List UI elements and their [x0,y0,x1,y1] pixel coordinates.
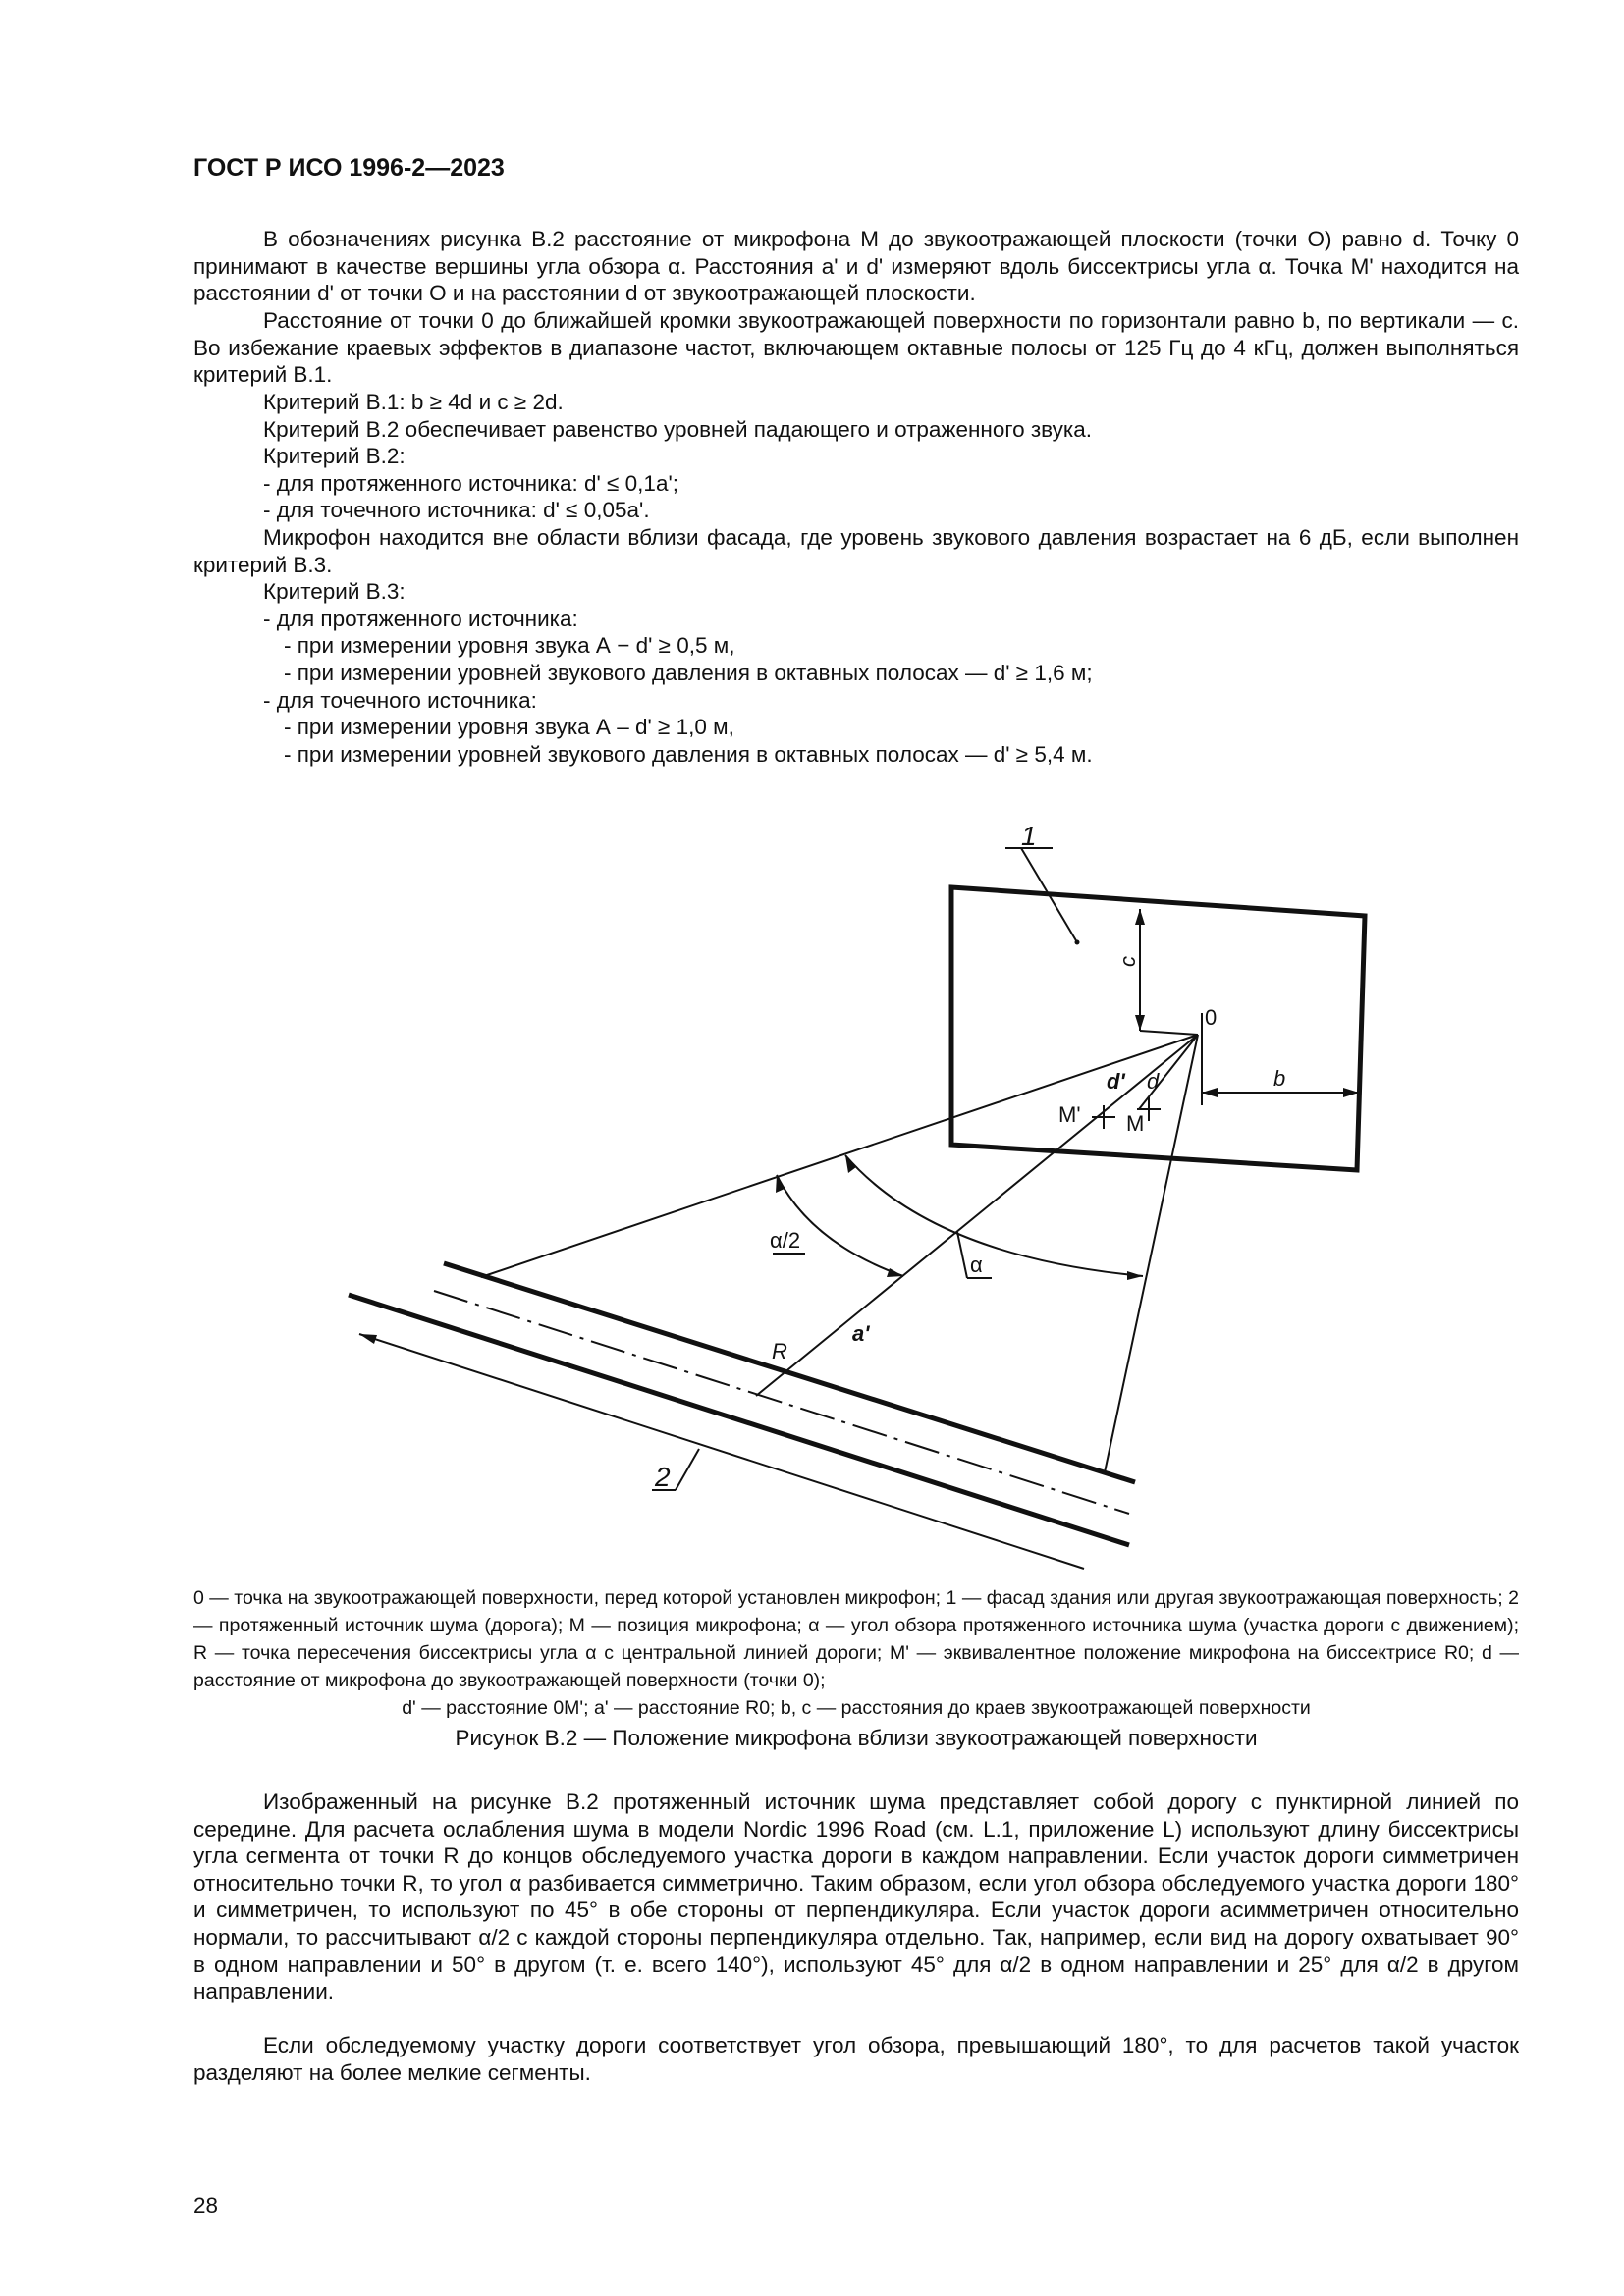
arc-half-alpha-arrow-start [776,1175,785,1193]
label-c: c [1115,956,1140,967]
callout-1-dot [1075,940,1080,945]
criterion-b1: Критерий В.1: b ≥ 4d и c ≥ 2d. [263,390,564,414]
dimension-b-arrow-left [1202,1088,1218,1097]
arc-half-alpha [777,1175,903,1276]
road-centerline [434,1291,1129,1514]
legend-last-line: d' — расстояние 0М'; a' — расстояние R0; b, c — расстояния до краев звукоотражающей поверхности [402,1697,1311,1719]
criterion-b3-extended-octave: - при измерении уровней звукового давления в октавных полосах — d' ≥ 1,6 м; [284,661,1093,685]
road-edge-top [444,1263,1135,1482]
label-r: R [772,1339,787,1363]
label-2: 2 [655,1462,671,1492]
label-alpha: α [970,1253,983,1277]
road-direction-arrow [359,1334,377,1344]
callout-alpha-leader [957,1232,967,1278]
criterion-b3-extended: - для протяженного источника: [263,607,578,631]
criterion-b2-extended: - для протяженного источника: d' ≤ 0,1a'; [263,471,679,496]
ray-left [481,1035,1198,1277]
criterion-b3-point: - для точечного источника: [263,688,537,713]
figure-caption: Рисунок В.2 — Положение микрофона вблизи звукоотражающей поверхности [455,1726,1258,1750]
paragraph-5: Если обследуемому участку дороги соответствует угол обзора, превышающий 180°, то для расчетов такой участок разделяют на более мелкие сегменты. [193,2033,1519,2085]
label-aprime: a' [852,1321,870,1346]
label-d: d [1147,1069,1160,1094]
criterion-b3-extended-a: - при измерении уровня звука А − d' ≥ 0,5 м, [284,633,735,658]
arc-half-alpha-arrow-end [887,1268,903,1277]
road-direction-line [359,1334,1084,1569]
label-half-alpha: α/2 [770,1228,801,1253]
criterion-b2-intro: Критерий В.2 обеспечивает равенство уровней падающего и отраженного звука. [263,417,1092,442]
label-0: 0 [1205,1005,1218,1030]
dimension-c-arrow-bottom [1135,1015,1145,1031]
label-b: b [1273,1066,1286,1091]
dimension-c-arrow-top [1135,909,1145,925]
label-mprime: M' [1058,1102,1081,1127]
criterion-b3-point-a: - при измерении уровня звука А – d' ≥ 1,0 м, [284,715,734,739]
facade-outline [951,887,1365,1170]
label-dprime: d' [1107,1069,1125,1094]
callout-2-leader [676,1449,699,1490]
page-number: 28 [193,2193,219,2217]
arc-alpha-arrow-end [1127,1271,1143,1280]
legend-text: 0 — точка на звукоотражающей поверхности, перед которой установлен микрофон; 1 — фасад здания или другая звукоотражающая поверхность; 2 — протяженный источник шума (дорога); М — позиция микрофона; α — угол обзора протяженного источника шума (участка дороги с движением); R — точка пересечения биссектрисы угла α с центральной линией дороги; М' — эквивалентное положение микрофона на биссектрисе R0; d — расстояние от микрофона до звукоотражающей поверхности (точки 0); [193,1587,1519,1691]
road-edge-bottom [349,1295,1129,1545]
criterion-b2: Критерий В.2: [263,444,406,468]
document-header: ГОСТ Р ИСО 1996-2—2023 [193,154,505,182]
paragraph-3: Микрофон находится вне области вблизи фасада, где уровень звукового давления возрастает на 6 дБ, если выполнен критерий В.3. [193,525,1519,577]
paragraph-4: Изображенный на рисунке В.2 протяженный источник шума представляет собой дорогу с пунктирной линией по середине. Для расчета ослабления шума в модели Nordic 1996 Road (см. L.1, приложение L) используют длину биссектрисы угла сегмента от точки R до концов обследуемого участка дороги в каждом направлении. Если участок дороги симметричен относительно точки R, то угол α разбивается симметрично. Таким образом, если угол обзора обследуемого участка дороги 180° и симметричен, то используют по 45° в обе стороны от перпендикуляра. Если участок дороги асимметричен относительно нормали, то рассчитывают α/2 с каждой стороны перпендикуляра отдельно. Так, например, если вид на дорогу охватывает 90° в одном направлении и 50° в другом (т. е. всего 140°), используют 45° для α/2 в одном направлении и 25° для α/2 в другом направлении. [193,1789,1519,2004]
label-1: 1 [1021,821,1037,851]
paragraph-2: Расстояние от точки 0 до ближайшей кромки звукоотражающей поверхности по горизонтали равно b, по вертикали — c. Во избежание краевых эффектов в диапазоне частот, включающем октавные полосы от 125 Гц до 4 кГц, должен выполняться критерий В.1. [193,308,1519,388]
criterion-b2-point: - для точечного источника: d' ≤ 0,05a'. [263,498,650,522]
extension-line-c [1140,1031,1198,1035]
paragraph-1: В обозначениях рисунка В.2 расстояние от микрофона М до звукоотражающей плоскости (точки О) равно d. Точку 0 принимают в качестве вершины угла обзора α. Расстояния a' и d' измеряют вдоль биссектрисы угла α. Точка М' находится на расстоянии d' от точки О и на расстоянии d от звукоотражающей плоскости. [193,227,1519,306]
criterion-b3-point-octave: - при измерении уровней звукового давления в октавных полосах — d' ≥ 5,4 м. [284,742,1093,767]
criterion-b3: Критерий В.3: [263,579,406,604]
dimension-b-arrow-right [1343,1088,1359,1097]
figure-legend [193,1584,1519,1722]
arc-alpha [845,1155,1143,1276]
label-m: M [1126,1111,1145,1136]
